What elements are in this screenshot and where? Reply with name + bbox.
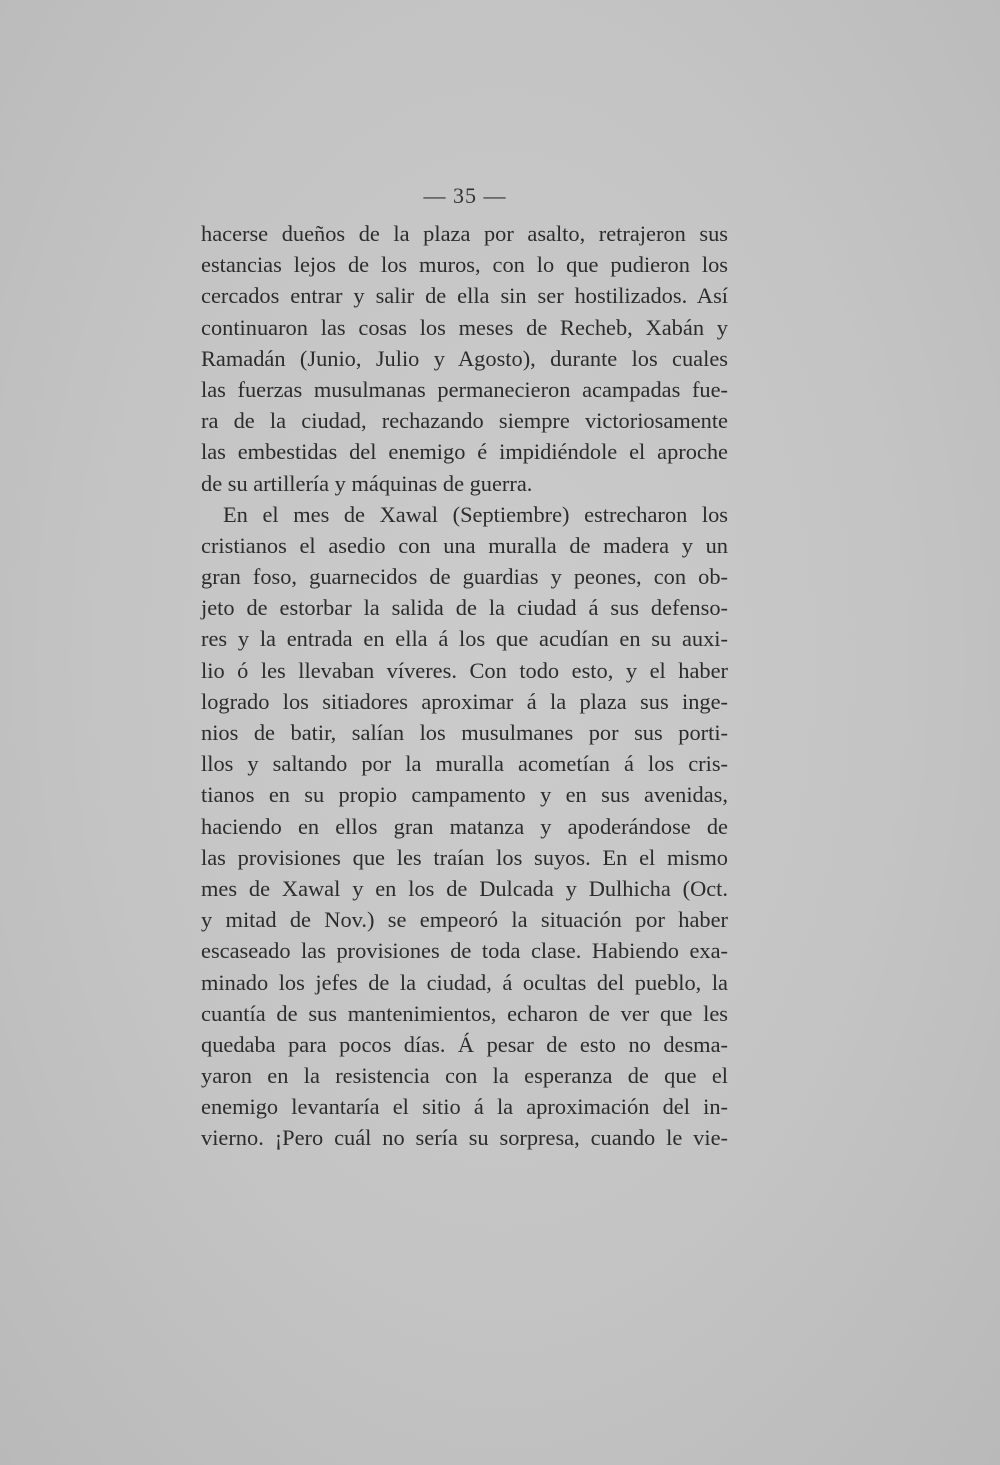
text-line: nios de batir, salían los musulmanes por sus porti- bbox=[201, 720, 728, 745]
text-line: jeto de estorbar la salida de la ciudad á sus defenso- bbox=[201, 595, 728, 621]
text-line: cuantía de sus mantenimientos, echaron de ver que les bbox=[201, 1000, 728, 1026]
text-line: vierno. ¡Pero cuál no sería su sorpresa, cuando le vie- bbox=[201, 1125, 728, 1151]
text-line: logrado los sitiadores aproximar á la plaza sus inge- bbox=[201, 688, 728, 714]
text-line: y mitad de Nov.) se empeoró la situación por haber bbox=[201, 907, 728, 933]
text-line: mes de Xawal y en los de Dulcada y Dulhicha (Oct. bbox=[201, 875, 728, 901]
text-line: lio ó les llevaban víveres. Con todo esto, y el haber bbox=[201, 657, 728, 683]
text-line: llos y saltando por la muralla acometían á los cris- bbox=[201, 751, 728, 777]
text-line: cristianos el asedio con una muralla de madera y un bbox=[201, 532, 728, 558]
text-line: gran foso, guarnecidos de guardias y peones, con ob- bbox=[201, 564, 728, 590]
page-number: — 35 — bbox=[423, 183, 507, 208]
text-line: Ramadán (Junio, Julio y Agosto), durante los cuales bbox=[201, 345, 728, 371]
text-line: de su artillería y máquinas de guerra. bbox=[201, 470, 533, 496]
text-line: minado los jefes de la ciudad, á ocultas del pueblo, la bbox=[201, 969, 728, 995]
text-line: las fuerzas musulmanas permanecieron acampadas fue- bbox=[201, 376, 728, 402]
text-line: escaseado las provisiones de toda clase. Habiendo exa- bbox=[201, 938, 728, 964]
text-line: hacerse dueños de la plaza por asalto, retrajeron sus bbox=[201, 221, 728, 246]
text-line: continuaron las cosas los meses de Recheb, Xabán y bbox=[201, 314, 728, 340]
text-line: tianos en su propio campamento y en sus avenidas, bbox=[201, 782, 728, 808]
text-line: quedaba para pocos días. Á pesar de esto no desma- bbox=[201, 1031, 728, 1057]
text-line: estancias lejos de los muros, con lo que pudieron los bbox=[201, 252, 728, 278]
text-line: haciendo en ellos gran matanza y apoderándose de bbox=[201, 813, 728, 839]
text-line: res y la entrada en ella á los que acudían en su auxi- bbox=[201, 626, 728, 652]
text-line: enemigo levantaría el sitio á la aproximación del in- bbox=[201, 1094, 728, 1120]
text-line: En el mes de Xawal (Septiembre) estrecharon los bbox=[223, 501, 728, 527]
body-text bbox=[201, 218, 728, 1154]
text-line: las provisiones que les traían los suyos. En el mismo bbox=[201, 844, 728, 870]
text-line: cercados entrar y salir de ella sin ser hostilizados. Así bbox=[201, 283, 728, 309]
text-line: ra de la ciudad, rechazando siempre victoriosamente bbox=[201, 408, 728, 434]
text-line: las embestidas del enemigo é impidiéndole el aproche bbox=[201, 439, 728, 465]
text-line: yaron en la resistencia con la esperanza de que el bbox=[201, 1063, 728, 1089]
